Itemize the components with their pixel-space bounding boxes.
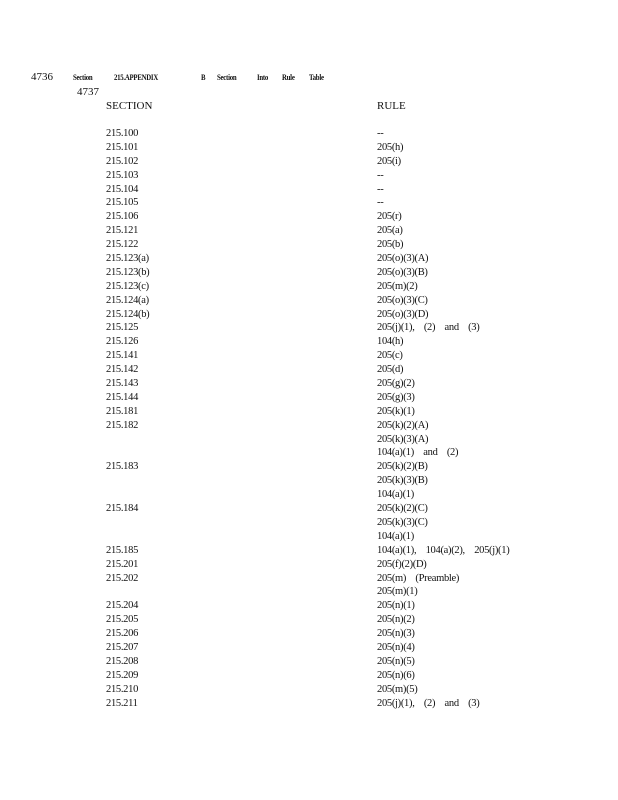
table-row	[0, 656, 618, 670]
table-row	[0, 322, 618, 336]
section-cell: 215.142	[106, 364, 139, 376]
table-row	[0, 364, 618, 378]
rule-cell: 205(k)(3)(B)	[377, 475, 428, 487]
table-row	[0, 156, 618, 170]
table-row	[0, 628, 618, 642]
table-row	[0, 142, 618, 156]
section-cell: 215.123(c)	[106, 280, 149, 292]
table-row	[0, 614, 618, 628]
rule-cell: 205(n)(5)	[377, 655, 415, 667]
rule-cell: 205(m) (Preamble)	[377, 572, 460, 584]
table-row	[0, 503, 618, 517]
section-cell: 215.121	[106, 225, 139, 237]
table-row	[0, 281, 618, 295]
rule-cell: 205(m)(2)	[377, 280, 418, 292]
section-cell: 215.144	[106, 391, 139, 403]
running-word: Section	[73, 73, 93, 82]
running-word: Table	[309, 73, 324, 82]
rule-cell: 205(n)(1)	[377, 600, 415, 612]
rule-cell: 205(n)(4)	[377, 641, 415, 653]
rule-cell: 205(o)(3)(B)	[377, 266, 428, 278]
section-cell: 215.207	[106, 641, 139, 653]
running-word: Rule	[282, 73, 295, 82]
rule-cell: 205(k)(3)(A)	[377, 433, 429, 445]
section-cell: 215.211	[106, 697, 138, 709]
table-row	[0, 698, 618, 712]
rule-cell: 205(d)	[377, 364, 404, 376]
table-row	[0, 461, 618, 475]
rule-cell: 205(g)(3)	[377, 391, 415, 403]
section-cell: 215.206	[106, 628, 139, 640]
table-row	[0, 531, 618, 545]
rule-cell: 205(c)	[377, 350, 403, 362]
rule-cell: 104(a)(1)	[377, 489, 414, 501]
section-column-header: SECTION	[106, 100, 153, 112]
rule-cell: 205(n)(6)	[377, 669, 415, 681]
table-row	[0, 489, 618, 503]
section-cell: 215.143	[106, 378, 139, 390]
section-cell: 215.202	[106, 572, 139, 584]
rule-cell: 205(k)(2)(B)	[377, 461, 428, 473]
table-row	[0, 253, 618, 267]
rule-cell: --	[377, 128, 384, 139]
section-cell: 215.125	[106, 322, 139, 334]
rule-column-header: RULE	[377, 100, 406, 112]
rule-cell: 205(k)(2)(A)	[377, 419, 429, 431]
table-row	[0, 309, 618, 323]
section-cell: 215.106	[106, 211, 139, 223]
table-row	[0, 225, 618, 239]
table-row	[0, 447, 618, 461]
table-row	[0, 197, 618, 211]
running-word: B	[201, 73, 206, 82]
rule-cell: 205(b)	[377, 239, 404, 251]
rule-cell: 104(a)(1)	[377, 530, 414, 542]
section-cell: 215.184	[106, 503, 139, 515]
section-cell: 215.105	[106, 197, 139, 209]
rule-cell: 205(m)(5)	[377, 683, 418, 695]
rule-cell: 205(k)(2)(C)	[377, 503, 428, 515]
table-row	[0, 350, 618, 364]
table-row	[0, 128, 618, 142]
table-row	[0, 475, 618, 489]
table-row	[0, 406, 618, 420]
section-cell: 215.183	[106, 461, 139, 473]
section-cell: 215.205	[106, 614, 139, 626]
section-cell: 215.141	[106, 350, 139, 362]
rule-cell: 205(h)	[377, 141, 404, 153]
rule-cell: 205(o)(3)(D)	[377, 308, 429, 320]
rule-cell: 205(o)(3)(A)	[377, 253, 429, 265]
table-row	[0, 642, 618, 656]
page-number: 4736	[31, 71, 53, 83]
table-row	[0, 336, 618, 350]
rule-cell: 205(j)(1), (2) and (3)	[377, 322, 480, 334]
table-row	[0, 600, 618, 614]
section-cell: 215.123(a)	[106, 253, 149, 265]
section-cell: 215.101	[106, 141, 139, 153]
running-word: 215.APPENDIX	[114, 73, 158, 82]
rule-cell: 205(m)(1)	[377, 586, 418, 598]
table-row	[0, 559, 618, 573]
table-row	[0, 684, 618, 698]
page-number-continued: 4737	[77, 86, 99, 98]
running-word: Into	[257, 73, 269, 82]
section-cell: 215.210	[106, 683, 139, 695]
rule-cell: 205(a)	[377, 225, 403, 237]
section-cell: 215.123(b)	[106, 266, 150, 278]
rule-cell: --	[377, 197, 384, 209]
section-cell: 215.103	[106, 169, 139, 181]
rule-cell: --	[377, 169, 384, 181]
rule-cell: 205(j)(1), (2) and (3)	[377, 697, 480, 709]
table-row	[0, 267, 618, 281]
table-row	[0, 545, 618, 559]
rule-cell: --	[377, 183, 384, 195]
section-cell: 215.126	[106, 336, 139, 348]
section-cell: 215.204	[106, 600, 139, 612]
section-cell: 215.181	[106, 405, 139, 417]
section-cell: 215.122	[106, 239, 139, 251]
section-cell: 215.182	[106, 419, 139, 431]
rule-cell: 205(g)(2)	[377, 378, 415, 390]
rule-cell: 205(r)	[377, 211, 402, 223]
rule-cell: 205(k)(3)(C)	[377, 516, 428, 528]
table-row	[0, 586, 618, 600]
section-cell: 215.104	[106, 183, 139, 195]
rule-cell: 205(n)(3)	[377, 628, 415, 640]
rule-cell: 104(a)(1) and (2)	[377, 447, 459, 459]
table-row	[0, 184, 618, 198]
table-row	[0, 170, 618, 184]
section-cell: 215.102	[106, 155, 139, 167]
table-row	[0, 239, 618, 253]
rule-cell: 205(i)	[377, 155, 401, 167]
section-cell: 215.209	[106, 669, 139, 681]
section-cell: 215.100	[106, 128, 139, 139]
table-row	[0, 434, 618, 448]
table-body	[0, 128, 618, 711]
table-row	[0, 420, 618, 434]
rule-cell: 205(k)(1)	[377, 405, 415, 417]
section-cell: 215.185	[106, 544, 139, 556]
section-cell: 215.124(b)	[106, 308, 150, 320]
rule-cell: 104(h)	[377, 336, 404, 348]
table-row	[0, 295, 618, 309]
table-row	[0, 517, 618, 531]
section-cell: 215.124(a)	[106, 294, 149, 306]
section-cell: 215.201	[106, 558, 139, 570]
rule-cell: 205(n)(2)	[377, 614, 415, 626]
table-row	[0, 670, 618, 684]
table-row	[0, 392, 618, 406]
table-row	[0, 211, 618, 225]
rule-cell: 205(o)(3)(C)	[377, 294, 428, 306]
table-row	[0, 378, 618, 392]
section-cell: 215.208	[106, 655, 139, 667]
rule-cell: 205(f)(2)(D)	[377, 558, 427, 570]
running-word: Section	[217, 73, 237, 82]
rule-cell: 104(a)(1), 104(a)(2), 205(j)(1)	[377, 544, 510, 556]
table-row	[0, 573, 618, 587]
